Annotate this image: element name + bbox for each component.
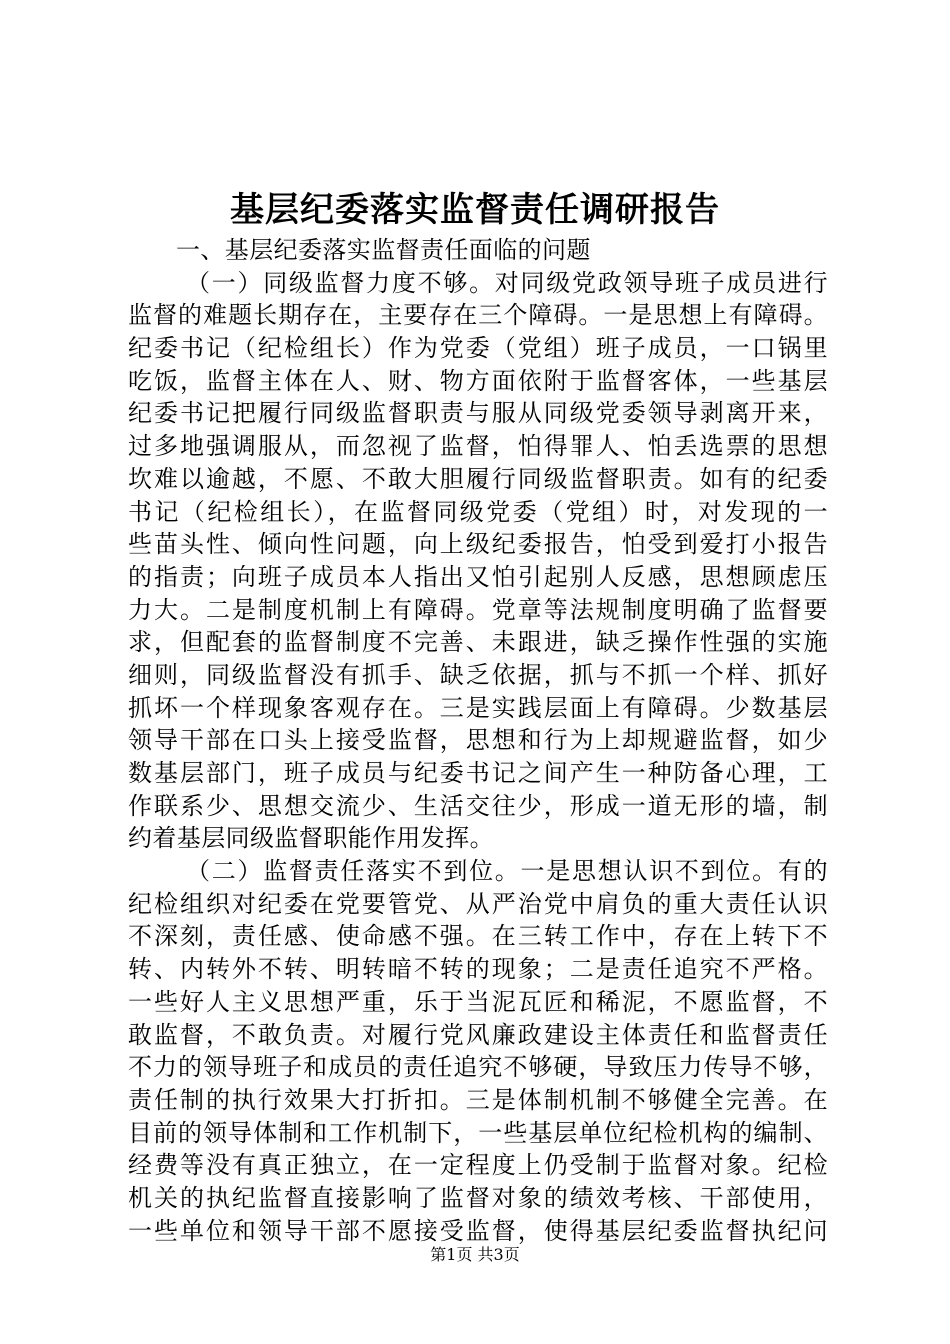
text-line: 敢监督，不敢负责。对履行党风廉政建设主体责任和监督责任 bbox=[128, 1020, 828, 1049]
text-line: 机关的执纪监督直接影响了监督对象的绩效考核、干部使用， bbox=[128, 1183, 828, 1212]
text-line: 纪委书记（纪检组长）作为党委（党组）班子成员，一口锅里 bbox=[128, 334, 828, 363]
text-line: 约着基层同级监督职能作用发挥。 bbox=[128, 824, 494, 853]
page-footer: 第1页 共3页 bbox=[430, 1245, 520, 1264]
text-line: 抓坏一个样现象客观存在。三是实践层面上有障碍。少数基层 bbox=[128, 693, 828, 722]
text-line: （一）同级监督力度不够。对同级党政领导班子成员进行 bbox=[186, 268, 828, 297]
text-line: （二）监督责任落实不到位。一是思想认识不到位。有的 bbox=[186, 857, 828, 886]
text-line: 转、内转外不转、明转暗不转的现象；二是责任追究不严格。 bbox=[128, 955, 828, 984]
text-line: 作联系少、思想交流少、生活交往少，形成一道无形的墙，制 bbox=[128, 791, 828, 820]
text-line: 书记（纪检组长），在监督同级党委（党组）时，对发现的一 bbox=[128, 497, 828, 526]
text-line: 经费等没有真正独立，在一定程度上仍受制于监督对象。纪检 bbox=[128, 1151, 828, 1180]
text-line: 些苗头性、倾向性问题，向上级纪委报告，怕受到爱打小报告 bbox=[128, 530, 828, 559]
text-line: 纪委书记把履行同级监督职责与服从同级党委领导剥离开来， bbox=[128, 399, 828, 428]
text-line: 的指责；向班子成员本人指出又怕引起别人反感，思想顾虑压 bbox=[128, 562, 828, 591]
text-line: 不深刻，责任感、使命感不强。在三转工作中，存在上转下不 bbox=[128, 922, 828, 951]
text-line: 不力的领导班子和成员的责任追究不够硬，导致压力传导不够， bbox=[128, 1053, 828, 1082]
text-line: 责任制的执行效果大打折扣。三是体制机制不够健全完善。在 bbox=[128, 1085, 828, 1114]
text-line: 纪检组织对纪委在党要管党、从严治党中肩负的重大责任认识 bbox=[128, 889, 828, 918]
text-line: 一、基层纪委落实监督责任面临的问题 bbox=[176, 236, 591, 264]
text-line: 过多地强调服从，而忽视了监督，怕得罪人、怕丢选票的思想 bbox=[128, 432, 828, 461]
text-line: 坎难以逾越，不愿、不敢大胆履行同级监督职责。如有的纪委 bbox=[128, 464, 828, 493]
text-line: 目前的领导体制和工作机制下，一些基层单位纪检机构的编制、 bbox=[128, 1118, 828, 1147]
text-line: 求，但配套的监督制度不完善、未跟进，缺乏操作性强的实施 bbox=[128, 628, 828, 657]
text-line: 细则，同级监督没有抓手、缺乏依据，抓与不抓一个样、抓好 bbox=[128, 660, 828, 689]
text-line: 一些好人主义思想严重，乐于当泥瓦匠和稀泥，不愿监督，不 bbox=[128, 987, 828, 1016]
text-line: 领导干部在口头上接受监督，思想和行为上却规避监督，如少 bbox=[128, 726, 828, 755]
text-line: 数基层部门，班子成员与纪委书记之间产生一种防备心理，工 bbox=[128, 759, 828, 787]
page-title: 基层纪委落实监督责任调研报告 bbox=[230, 190, 720, 230]
text-line: 一些单位和领导干部不愿接受监督，使得基层纪委监督执纪问 bbox=[128, 1216, 828, 1245]
text-line: 监督的难题长期存在，主要存在三个障碍。一是思想上有障碍。 bbox=[128, 301, 828, 330]
document-body bbox=[128, 234, 828, 1247]
text-line: 力大。二是制度机制上有障碍。党章等法规制度明确了监督要 bbox=[128, 595, 828, 624]
text-line: 吃饭，监督主体在人、财、物方面依附于监督客体，一些基层 bbox=[128, 366, 828, 395]
